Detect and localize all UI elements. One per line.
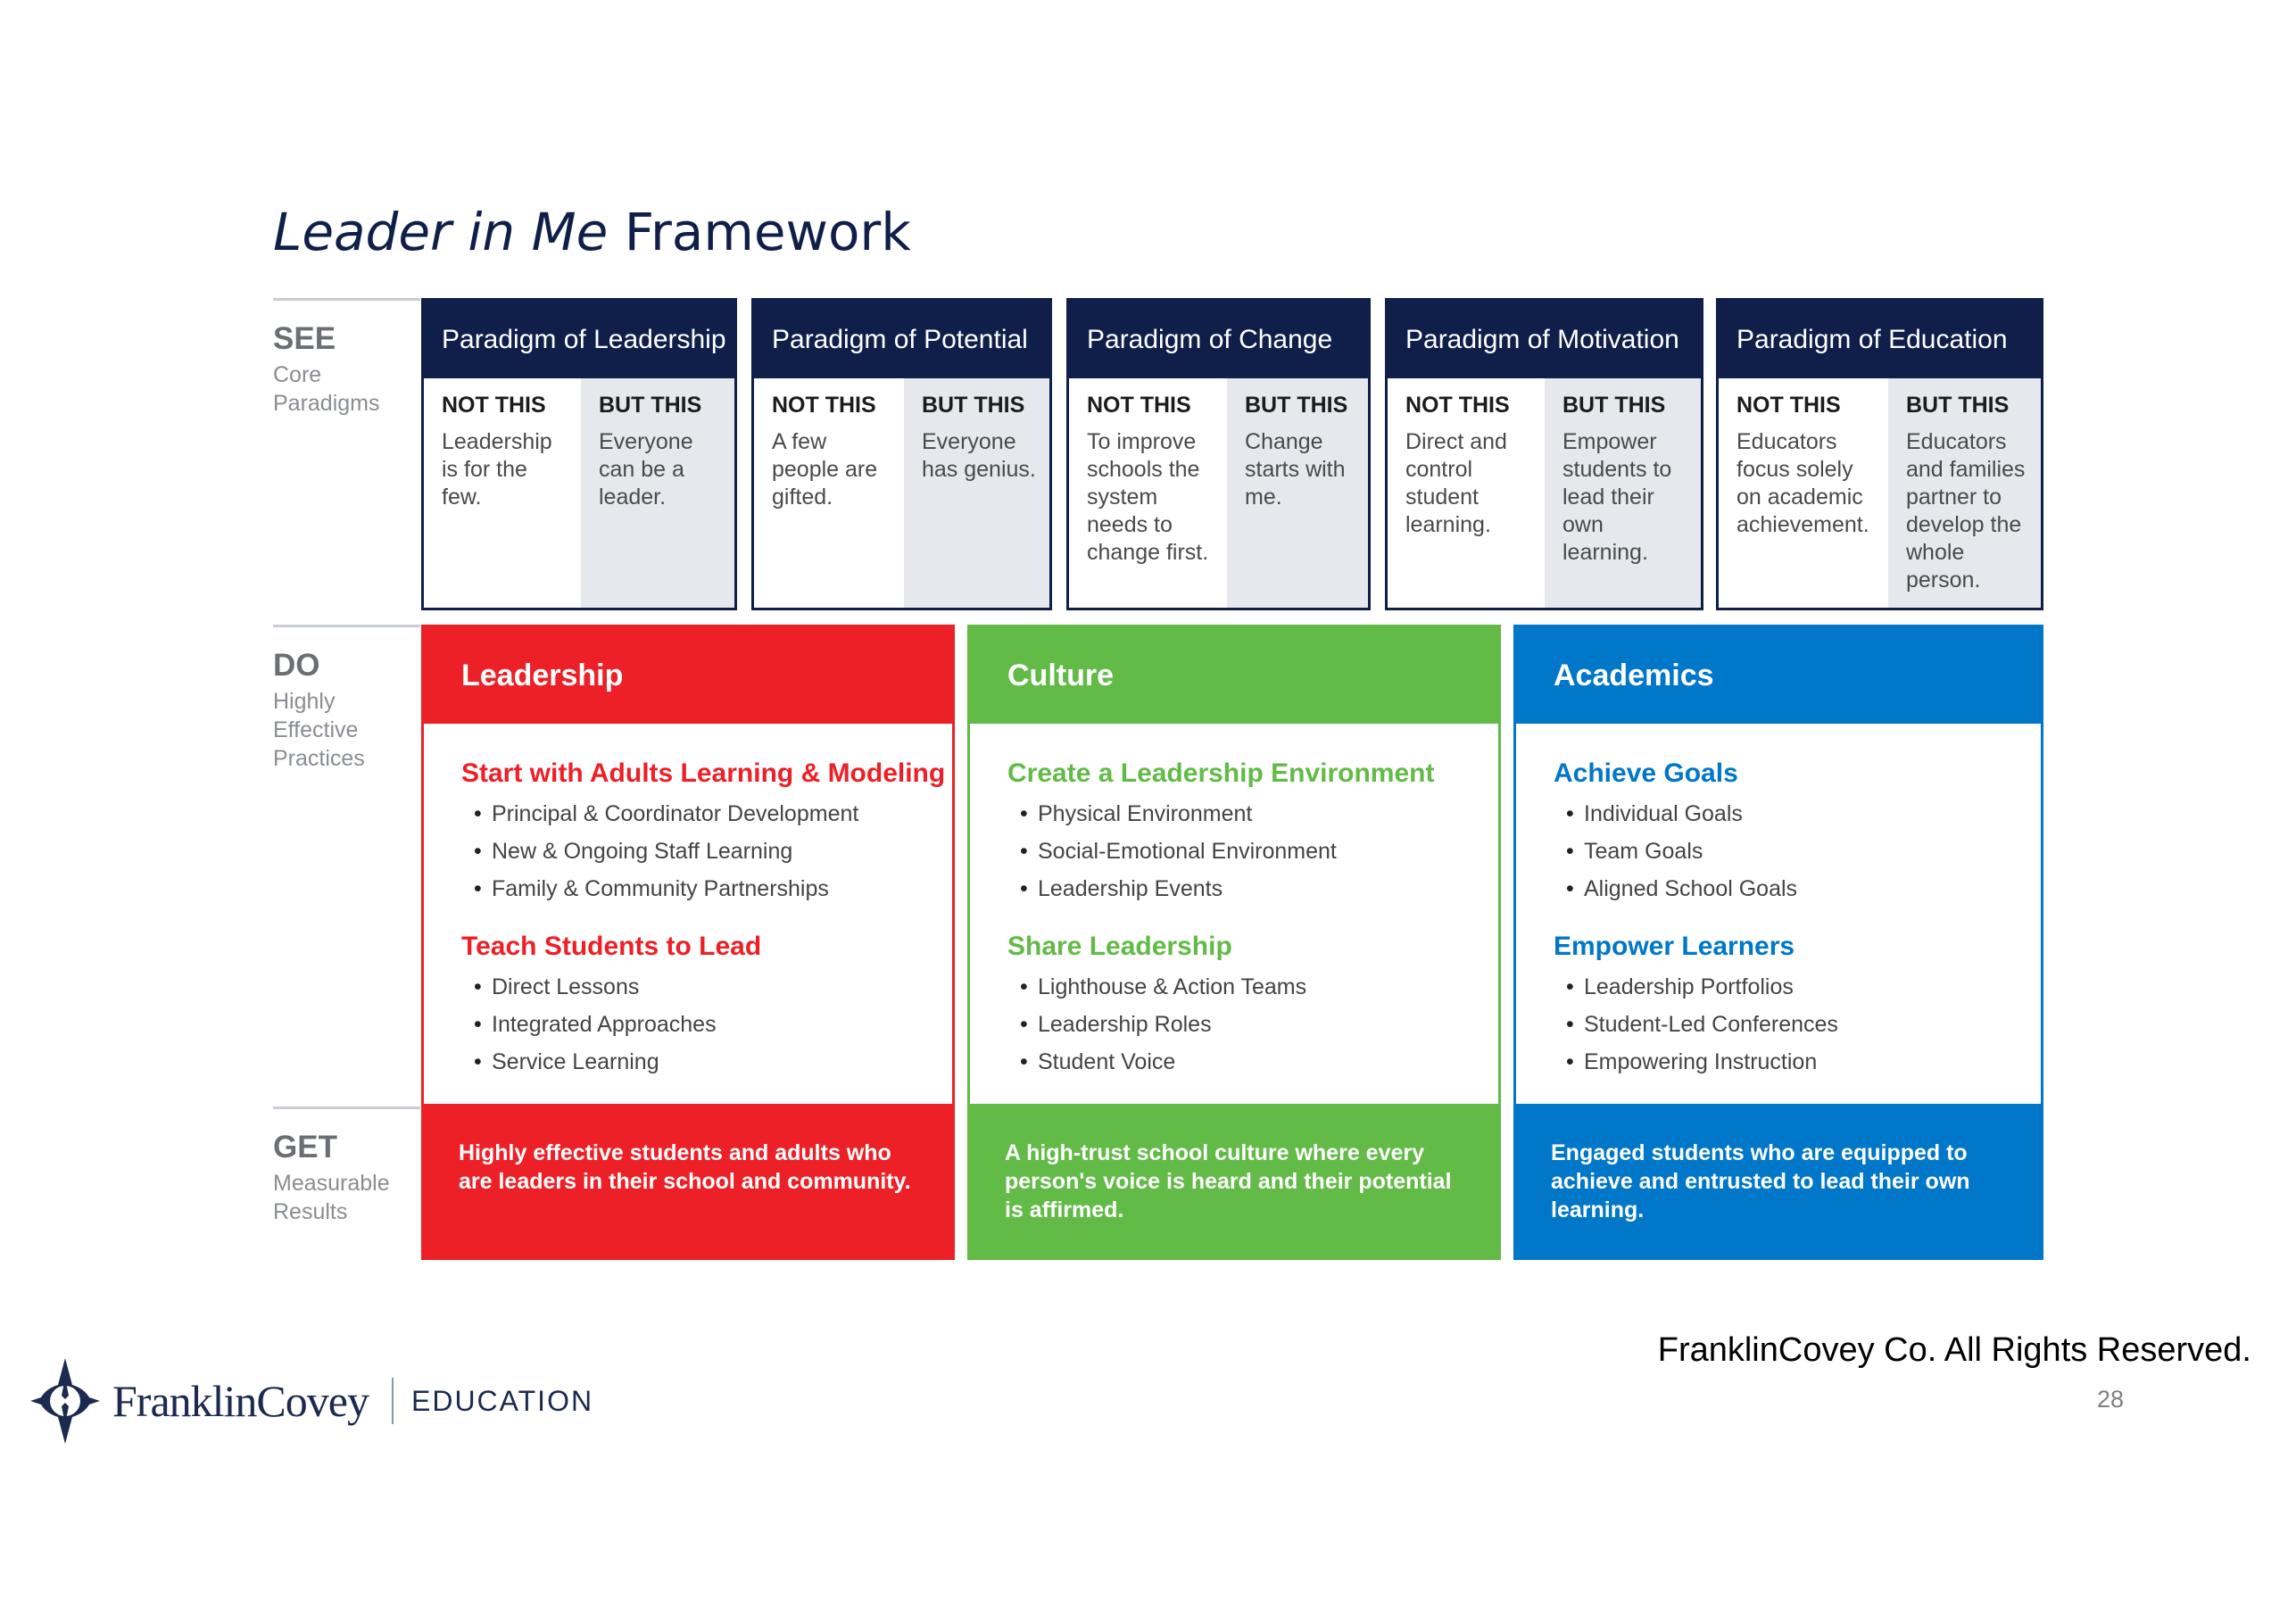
practice-heading: Share Leadership: [1007, 932, 1232, 961]
not-this-column: [1069, 378, 1227, 608]
list-item: • Aligned School Goals: [1566, 870, 2041, 907]
but-this-text: Everyone can be a leader.: [599, 429, 693, 510]
but-this-column: [904, 378, 1049, 608]
franklincovey-logo: [30, 1356, 593, 1446]
do-label: DO: [273, 648, 320, 683]
paradigm-education: [1716, 298, 2043, 610]
paradigm-title: Paradigm of Education: [1719, 301, 2041, 378]
list-item: • Team Goals: [1566, 833, 2041, 870]
not-this-column: [754, 378, 904, 608]
see-label: SEE: [273, 321, 336, 356]
not-this-column: [1719, 378, 1888, 608]
list-item: • Social-Emotional Environment: [1020, 833, 1498, 870]
practice-heading: Create a Leadership Environment: [1007, 758, 1435, 788]
practice-heading: Start with Adults Learning & Modeling: [461, 758, 946, 788]
not-this-label: NOT THIS: [772, 393, 876, 418]
list-item: • Physical Environment: [1020, 795, 1498, 833]
but-this-label: BUT THIS: [922, 393, 1025, 418]
but-this-label: BUT THIS: [1906, 393, 2010, 418]
practice-leadership: [421, 625, 955, 1106]
see-row-rule: [273, 298, 420, 301]
list-item: • Empowering Instruction: [1566, 1043, 2041, 1081]
paradigm-change: [1066, 298, 1371, 610]
get-sub: Measurable Results: [273, 1171, 390, 1224]
practice-culture: [967, 625, 1501, 1106]
paradigm-title: Paradigm of Change: [1069, 301, 1368, 378]
paradigm-leadership: [421, 298, 737, 610]
do-row-rule: [273, 625, 420, 627]
practice-title: Leadership: [424, 627, 952, 724]
list-item: • Principal & Coordinator Development: [474, 795, 952, 833]
get-label: GET: [273, 1130, 337, 1164]
paradigm-title: Paradigm of Motivation: [1388, 301, 1701, 378]
slide-title: [273, 202, 911, 262]
but-this-text: Change starts with me.: [1245, 429, 1346, 510]
get-row-label: [273, 1130, 420, 1226]
but-this-column: [1545, 378, 1701, 608]
but-this-column: [1227, 378, 1368, 608]
not-this-label: NOT THIS: [1087, 393, 1191, 418]
not-this-column: [424, 378, 581, 608]
list-item: • Lighthouse & Action Teams: [1020, 968, 1498, 1006]
not-this-column: [1388, 378, 1545, 608]
list-item: • Integrated Approaches: [474, 1006, 952, 1043]
but-this-label: BUT THIS: [1245, 393, 1348, 418]
compass-star-icon: [30, 1358, 100, 1444]
list-item: • Service Learning: [474, 1043, 952, 1081]
not-this-text: To improve schools the system needs to change first.: [1087, 429, 1209, 565]
result-leadership: Highly effective students and adults who are leaders in their school and community.: [421, 1106, 955, 1260]
title-italic: Leader in Me: [273, 202, 609, 262]
see-sub: Core Paradigms: [273, 362, 380, 416]
see-row-label: [273, 321, 420, 418]
list-item: • Family & Community Partnerships: [474, 870, 952, 907]
not-this-text: Educators focus solely on academic achievement.: [1737, 429, 1869, 537]
list-item: • Student Voice: [1020, 1043, 1498, 1081]
paradigm-title: Paradigm of Potential: [754, 301, 1049, 378]
practice-heading: Teach Students to Lead: [461, 932, 762, 961]
list-item: • Student-Led Conferences: [1566, 1006, 2041, 1043]
list-item: • Individual Goals: [1566, 795, 2041, 833]
paradigm-motivation: [1385, 298, 1703, 610]
page-number: 28: [2097, 1386, 2125, 1413]
practice-heading: Achieve Goals: [1554, 758, 1738, 788]
logo-brand: FranklinCovey: [112, 1376, 369, 1426]
list-item: • Leadership Roles: [1020, 1006, 1498, 1043]
get-row-rule: [273, 1106, 420, 1109]
practice-title: Academics: [1516, 627, 2041, 724]
but-this-text: Empower students to lead their own learning.: [1562, 429, 1672, 565]
practice-heading: Empower Learners: [1554, 932, 1795, 961]
not-this-text: Direct and control student learning.: [1405, 429, 1507, 537]
do-row-label: [273, 648, 420, 773]
list-item: • New & Ongoing Staff Learning: [474, 833, 952, 870]
list-item: • Leadership Portfolios: [1566, 968, 2041, 1006]
list-item: • Leadership Events: [1020, 870, 1498, 907]
logo-divider: [392, 1378, 394, 1424]
do-sub: Highly Effective Practices: [273, 689, 365, 771]
paradigm-potential: [751, 298, 1052, 610]
but-this-column: [1888, 378, 2041, 608]
not-this-label: NOT THIS: [442, 393, 546, 418]
list-item: • Direct Lessons: [474, 968, 952, 1006]
but-this-text: Educators and families partner to develop the whole person.: [1906, 429, 2026, 593]
but-this-column: [581, 378, 734, 608]
but-this-text: Everyone has genius.: [922, 429, 1036, 482]
not-this-label: NOT THIS: [1405, 393, 1510, 418]
result-culture: A high-trust school culture where every person's voice is heard and their potential is affirmed.: [967, 1106, 1501, 1260]
not-this-label: NOT THIS: [1737, 393, 1841, 418]
copyright-text: FranklinCovey Co. All Rights Reserved.: [1657, 1331, 2251, 1369]
but-this-label: BUT THIS: [599, 393, 702, 418]
not-this-text: A few people are gifted.: [772, 429, 878, 510]
paradigm-title: Paradigm of Leadership: [424, 301, 734, 378]
but-this-label: BUT THIS: [1562, 393, 1666, 418]
result-academics: Engaged students who are equipped to achieve and entrusted to lead their own learning.: [1513, 1106, 2043, 1260]
logo-division: EDUCATION: [410, 1384, 594, 1417]
practice-title: Culture: [970, 627, 1498, 724]
title-rest: Framework: [608, 202, 911, 262]
practice-academics: [1513, 625, 2043, 1106]
not-this-text: Leadership is for the few.: [442, 429, 552, 510]
